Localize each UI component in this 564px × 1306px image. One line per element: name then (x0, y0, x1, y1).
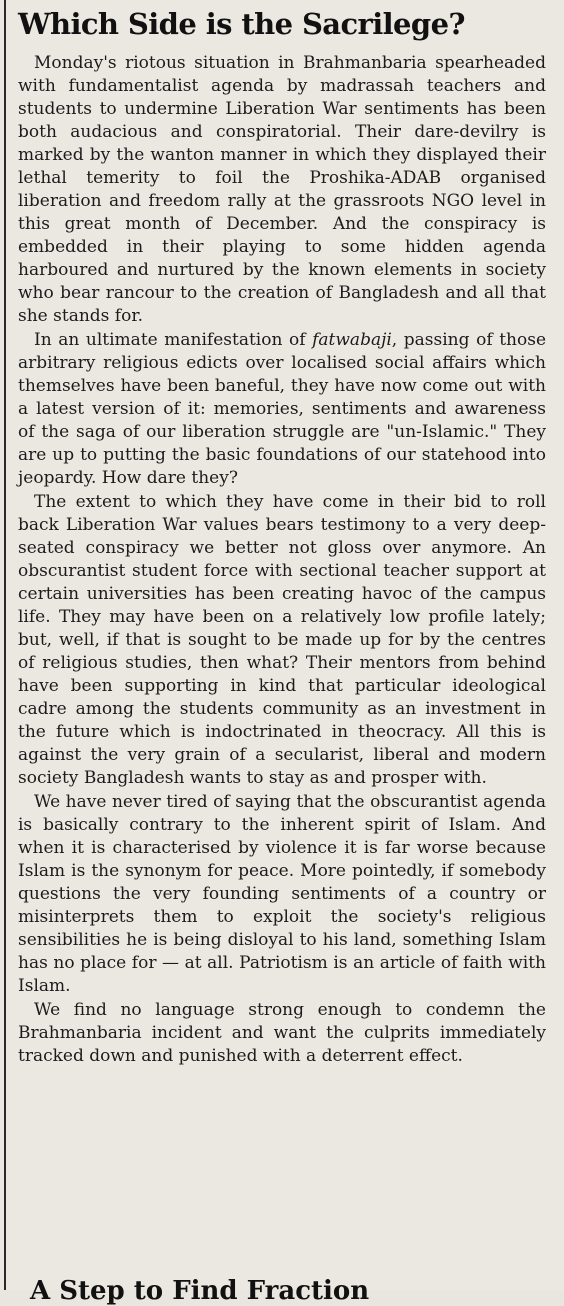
paragraph-4: We have never tired of saying that the obscurantist agenda is basically contrary to the inherent spirit of Islam. And when it is characterised by violence it is far worse because Islam is the synonym for peace. More pointedly, if somebody questions the very founding sentiments of a country or misinterprets them to exploit the society's religious sensibilities he is being disloyal to his land, something Islam has no place for — at all. Patriotism is an article of faith with Islam. (18, 792, 546, 996)
column-rule (4, 0, 6, 1290)
paragraph-3: The extent to which they have come in their bid to roll back Liberation War values bears testimony to a very deep-seated conspiracy we better not gloss over anymore. An obscurantist student force with sectional teacher support at certain universities has been creating havoc of the campus life. They may have been on a relatively low profile lately; but, well, if that is sought to be made up for by the centres of religious studies, then what? Their mentors from behind have been supporting in kind that particular ideological cadre among the students community as an investment in the future which is indoctrinated in theocracy. All this is against the very grain of a secularist, liberal and modern society Bangladesh wants to stay as and prosper with. (18, 492, 546, 788)
paragraph-5: We find no language strong enough to condemn the Brahmanbaria incident and want the culprits immediately tracked down and punished with a deterrent effect. (18, 1000, 546, 1066)
paragraph-2-rest: , passing of those arbitrary religious edicts over localised social affairs which themselves have been baneful, they have now come out with a latest version of it: memories, sentiments and awareness of the saga of our liberation struggle are "un-Islamic." They are up to putting the basic foundations of our statehood into jeopardy. How dare they? (18, 330, 546, 488)
paragraph-2-lead: In an ultimate manifestation of (34, 330, 313, 350)
article-headline: Which Side is the Sacrilege? (18, 7, 465, 41)
paragraph-2 (18, 329, 546, 490)
next-article-headline-cutoff: A Step to Find Fraction (30, 1276, 370, 1306)
editorial-body (18, 52, 546, 1069)
paragraph-2-italic-term: fatwabaji (312, 330, 392, 350)
paragraph-1: Monday's riotous situation in Brahmanbaria spearheaded with fundamentalist agenda by madrassah teachers and students to undermine Liberation War sentiments has been both audacious and conspiratorial. Their dare-devilry is marked by the wanton manner in which they displayed their lethal temerity to foil the Proshika-ADAB organised liberation and freedom rally at the grassroots NGO level in this great month of December. And the conspiracy is embedded in their playing to some hidden agenda harboured and nurtured by the known elements in society who bear rancour to the creation of Bangladesh and all that she stands for. (18, 53, 546, 326)
